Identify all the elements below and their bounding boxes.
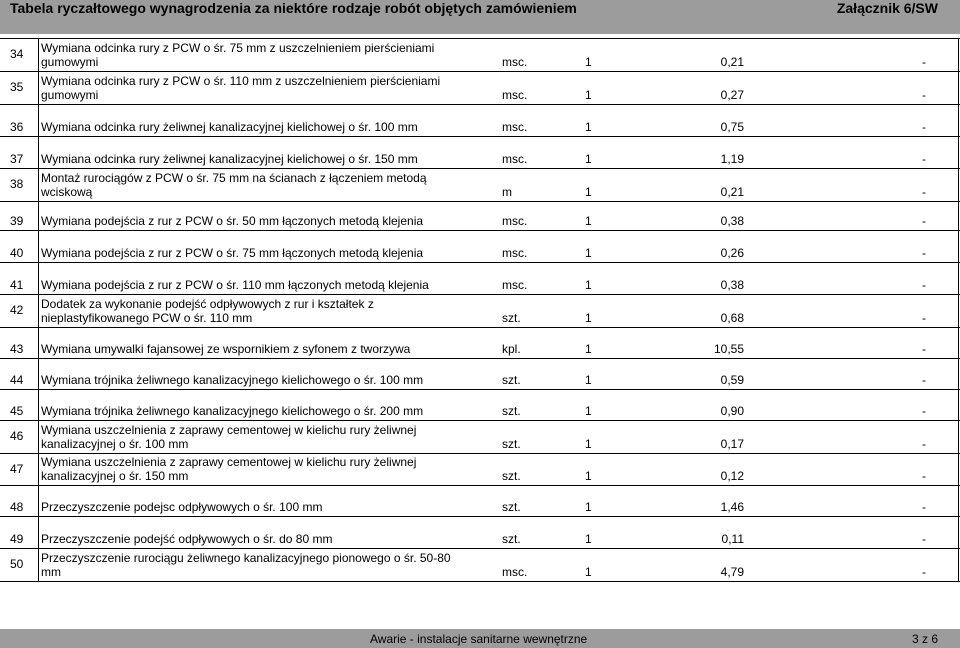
row-unit: szt. — [502, 500, 521, 514]
row-description — [41, 500, 501, 514]
row-price: 0,38 — [720, 278, 744, 292]
row-price: 0,38 — [720, 214, 744, 228]
row-price: 0,75 — [720, 120, 744, 134]
row-quantity: 1 — [585, 532, 592, 546]
annex-label: Załącznik 6/SW — [836, 0, 938, 16]
table-row — [0, 454, 960, 483]
page-number: 3 z 6 — [911, 632, 938, 646]
row-price: 0,11 — [721, 532, 744, 546]
row-quantity: 1 — [585, 500, 592, 514]
row-number: 44 — [10, 373, 24, 387]
row-number: 45 — [10, 404, 24, 418]
row-unit: szt. — [502, 469, 521, 483]
row-description — [41, 423, 501, 451]
row-unit: szt. — [502, 404, 521, 418]
row-value: - — [922, 185, 926, 199]
row-number: 50 — [10, 557, 24, 571]
row-value: - — [922, 404, 926, 418]
row-description — [41, 120, 501, 134]
row-description — [41, 532, 501, 546]
row-unit: msc. — [502, 246, 528, 260]
row-description — [41, 373, 501, 387]
row-quantity: 1 — [585, 88, 592, 102]
row-price: 0,27 — [720, 88, 744, 102]
table-row — [0, 517, 960, 546]
row-number: 39 — [10, 214, 24, 228]
row-price: 0,68 — [720, 311, 744, 325]
row-unit: szt. — [502, 311, 521, 325]
footer-document-name: Awarie - instalacje sanitarne wewnętrzne — [370, 632, 588, 646]
description-line: Wymiana podejścia z rur z PCW o śr. 50 mm łączonych metodą klejenia — [41, 214, 424, 228]
row-quantity: 1 — [585, 565, 592, 579]
description-line: Przeczyszczenie rurociągu żeliwnego kanalizacyjnego pionowego o śr. 50-80 — [41, 551, 451, 565]
row-quantity: 1 — [585, 437, 592, 451]
row-quantity: 1 — [585, 342, 592, 356]
row-unit: msc. — [502, 152, 528, 166]
row-quantity: 1 — [585, 152, 592, 166]
row-unit: kpl. — [502, 342, 521, 356]
row-description — [41, 214, 501, 228]
row-number: 38 — [10, 177, 24, 191]
row-description — [41, 404, 501, 418]
row-number: 40 — [10, 246, 24, 260]
table-row — [0, 137, 960, 166]
description-line: Przeczyszczenie podejsc odpływowych o śr. 100 mm — [41, 500, 323, 514]
description-line: Wymiana podejścia z rur z PCW o śr. 75 mm łączonych metodą klejenia — [41, 246, 424, 260]
row-number: 36 — [10, 120, 24, 134]
row-quantity: 1 — [585, 278, 592, 292]
table-row — [0, 486, 960, 514]
row-price: 0,21 — [720, 185, 744, 199]
row-value: - — [922, 342, 926, 356]
description-line: Montaż rurociągów z PCW o śr. 75 mm na ścianach z łączeniem metodą — [41, 171, 427, 185]
row-number: 49 — [10, 532, 24, 546]
description-line: Wymiana odcinka rury z PCW o śr. 75 mm z uszczelnieniem pierścieniami — [41, 41, 435, 55]
row-unit: msc. — [502, 565, 528, 579]
description-line: mm — [41, 565, 61, 579]
row-quantity: 1 — [585, 404, 592, 418]
row-value: - — [922, 311, 926, 325]
row-quantity: 1 — [585, 469, 592, 483]
row-price: 0,17 — [720, 437, 744, 451]
row-unit: szt. — [502, 532, 521, 546]
table-row — [0, 169, 960, 199]
row-quantity: 1 — [585, 120, 592, 134]
row-value: - — [922, 214, 926, 228]
row-unit: msc. — [502, 120, 528, 134]
row-number: 42 — [10, 303, 24, 317]
row-price: 1,46 — [720, 500, 744, 514]
row-price: 0,26 — [720, 246, 744, 260]
table-row — [0, 39, 960, 69]
description-line: Wymiana umywalki fajansowej ze wspornikiem z syfonem z tworzywa — [41, 342, 411, 356]
table-row — [0, 390, 960, 418]
description-line: Wymiana trójnika żeliwnego kanalizacyjnego kielichowego o śr. 200 mm — [41, 404, 424, 418]
row-price: 0,21 — [720, 55, 744, 69]
row-unit: msc. — [502, 55, 528, 69]
description-line: Wymiana odcinka rury z PCW o śr. 110 mm z uszczelnieniem pierścieniami — [41, 74, 441, 88]
description-line: Wymiana trójnika żeliwnego kanalizacyjnego kielichowego o śr. 100 mm — [41, 373, 424, 387]
footer-bar — [0, 629, 960, 648]
row-unit: msc. — [502, 88, 528, 102]
row-description — [41, 551, 501, 579]
description-line: kanalizacyjnej o śr. 100 mm — [41, 437, 189, 451]
row-quantity: 1 — [585, 246, 592, 260]
description-line: Wymiana uszczelnienia z zaprawy cementowej w kielichu rury żeliwnej — [41, 455, 417, 469]
row-value: - — [922, 152, 926, 166]
table-row — [0, 202, 960, 228]
description-line: Wymiana podejścia z rur z PCW o śr. 110 mm łączonych metodą klejenia — [41, 278, 429, 292]
row-value: - — [922, 55, 926, 69]
description-line: Dodatek za wykonanie podejść odpływowych z rur i kształtek z — [41, 297, 374, 311]
row-number: 47 — [10, 461, 24, 476]
table-row — [0, 231, 960, 260]
row-value: - — [922, 120, 926, 134]
row-unit: szt. — [502, 373, 521, 387]
row-number: 34 — [10, 47, 24, 61]
row-description — [41, 455, 501, 483]
row-description — [41, 41, 501, 69]
table-row — [0, 421, 960, 451]
row-value: - — [922, 246, 926, 260]
row-description — [41, 297, 501, 325]
row-quantity: 1 — [585, 214, 592, 228]
row-description — [41, 278, 501, 292]
row-value: - — [922, 500, 926, 514]
table-row — [0, 263, 960, 292]
row-value: - — [922, 565, 926, 579]
row-value: - — [922, 373, 926, 387]
document-title: Tabela ryczałtowego wynagrodzenia za niektóre rodzaje robót objętych zamówieniem — [10, 0, 577, 16]
row-number: 48 — [10, 500, 24, 514]
description-line: Przeczyszczenie podejść odpływowych o śr. do 80 mm — [41, 532, 333, 546]
table-row — [0, 295, 960, 325]
row-quantity: 1 — [585, 311, 592, 325]
row-number: 37 — [10, 152, 24, 166]
row-value: - — [922, 437, 926, 451]
description-line: nieplastyfikowanego PCW o śr. 110 mm — [41, 311, 253, 325]
row-unit: m — [502, 185, 512, 199]
table-row — [0, 105, 960, 134]
row-value: - — [922, 278, 926, 292]
row-value: - — [922, 532, 926, 546]
row-value: - — [922, 88, 926, 102]
row-unit: szt. — [502, 437, 521, 451]
table-row — [0, 359, 960, 387]
row-price: 10,55 — [713, 342, 744, 356]
description-line: Wymiana uszczelnienia z zaprawy cementowej w kielichu rury żeliwnej — [41, 423, 417, 437]
grid-line-horizontal — [0, 581, 960, 582]
description-line: Wymiana odcinka rury żeliwnej kanalizacyjnej kielichowej o śr. 150 mm — [41, 152, 418, 166]
row-quantity: 1 — [585, 185, 592, 199]
row-price: 0,59 — [720, 373, 744, 387]
row-description — [41, 246, 501, 260]
row-price: 0,90 — [720, 404, 744, 418]
row-description — [41, 152, 501, 166]
row-quantity: 1 — [585, 55, 592, 69]
description-line: wciskową — [41, 185, 93, 199]
description-line: Wymiana odcinka rury żeliwnej kanalizacyjnej kielichowej o śr. 100 mm — [41, 120, 418, 134]
description-line: gumowymi — [41, 55, 99, 69]
row-number: 43 — [10, 342, 24, 356]
row-price: 0,12 — [720, 469, 744, 483]
table-row — [0, 328, 960, 356]
row-price: 4,79 — [720, 565, 744, 579]
row-quantity: 1 — [585, 373, 592, 387]
row-unit: msc. — [502, 278, 528, 292]
row-price: 1,19 — [720, 152, 744, 166]
header-bar — [0, 0, 960, 34]
table-row — [0, 549, 960, 579]
row-number: 46 — [10, 429, 24, 443]
row-number: 35 — [10, 80, 24, 94]
row-value: - — [922, 469, 926, 483]
table-row — [0, 72, 960, 102]
row-description — [41, 171, 501, 199]
row-unit: msc. — [502, 214, 528, 228]
row-description — [41, 74, 501, 102]
description-line: kanalizacyjnej o śr. 150 mm — [41, 469, 189, 483]
row-description — [41, 342, 501, 356]
row-number: 41 — [10, 278, 24, 292]
description-line: gumowymi — [41, 88, 99, 102]
